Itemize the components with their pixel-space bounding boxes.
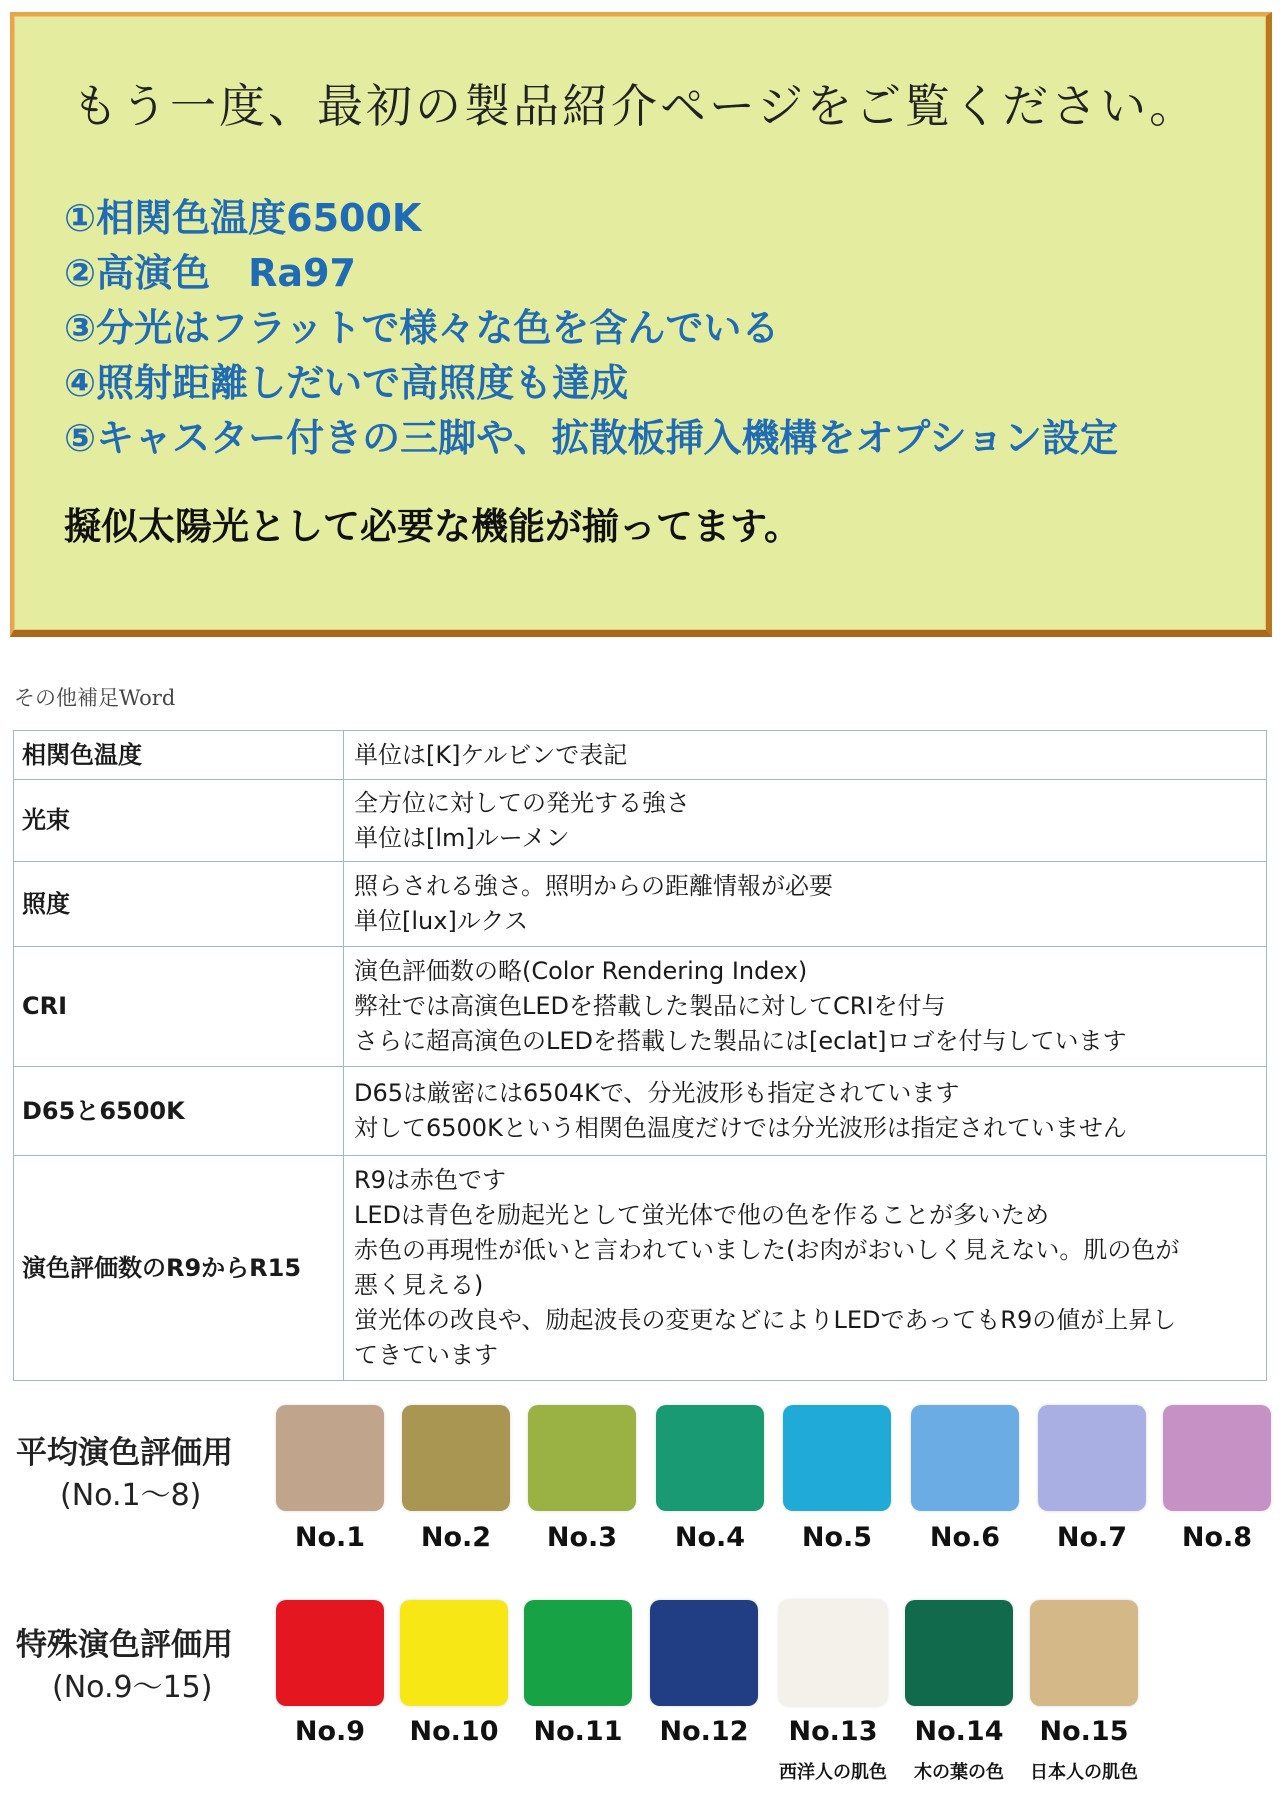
- glossary-row: [14, 1067, 1267, 1156]
- swatch-label: No.9: [294, 1716, 366, 1747]
- swatch-label: No.13: [788, 1716, 878, 1747]
- swatch-note: 木の葉の色: [914, 1762, 1004, 1783]
- feature-item: ⑤キャスター付きの三脚や、拡散板挿入機構をオプション設定: [64, 416, 1118, 460]
- definition-line: 演色評価数の略(Color Rendering Index): [354, 957, 808, 985]
- feature-list: [64, 191, 1118, 466]
- color-swatch: [1163, 1405, 1271, 1511]
- special-group-title: 特殊演色評価用: [16, 1627, 233, 1663]
- swatch-label: No.2: [420, 1522, 492, 1553]
- swatch-label: No.3: [546, 1522, 618, 1553]
- color-swatch: [779, 1600, 887, 1706]
- definition-line: 単位は[lm]ルーメン: [354, 823, 570, 852]
- swatch-label: No.12: [659, 1716, 749, 1747]
- swatch-label: No.11: [533, 1716, 623, 1747]
- definition-line: 照らされる強さ。照明からの距離情報が必要: [354, 872, 834, 900]
- color-swatch: [1030, 1600, 1138, 1706]
- swatch-note: 西洋人の肌色: [779, 1762, 887, 1783]
- panel-conclusion: 擬似太陽光として必要な機能が揃ってます。: [64, 505, 802, 548]
- glossary-definition: [344, 1067, 1267, 1156]
- average-group-subtitle: (No.1～8): [60, 1478, 202, 1513]
- definition-line: LEDは青色を励起光として蛍光体で他の色を作ることが多いため: [354, 1201, 1050, 1229]
- glossary-definition: [344, 731, 1267, 780]
- glossary-row: [14, 862, 1267, 947]
- feature-item: ①相関色温度6500K: [64, 196, 422, 240]
- glossary-table: [13, 730, 1267, 1381]
- glossary-term: 演色評価数のR9からR15: [14, 1156, 344, 1381]
- definition-line: 悪く見える): [354, 1271, 484, 1299]
- definition-line: 単位は[K]ケルビンで表記: [354, 740, 628, 769]
- definition-line: さらに超高演色のLEDを搭載した製品には[eclat]ロゴを付与しています: [354, 1027, 1127, 1055]
- definition-line: 全方位に対しての発光する強さ: [354, 788, 690, 817]
- swatch-label: No.14: [914, 1716, 1004, 1747]
- feature-item: ③分光はフラットで様々な色を含んでいる: [64, 306, 780, 350]
- swatch-label: No.6: [929, 1522, 1001, 1553]
- definition-line: 弊社では高演色LEDを搭載した製品に対してCRIを付与: [354, 992, 946, 1020]
- supplement-caption: その他補足Word: [14, 686, 176, 710]
- color-swatch: [783, 1405, 891, 1511]
- definition-line: D65は厳密には6504Kで、分光波形も指定されています: [354, 1079, 960, 1107]
- average-group-title: 平均演色評価用: [16, 1435, 233, 1471]
- swatch-label: No.5: [801, 1522, 873, 1553]
- color-swatch: [402, 1405, 510, 1511]
- color-swatch: [524, 1600, 632, 1706]
- swatch-label: No.10: [409, 1716, 499, 1747]
- glossary-term: D65と6500K: [14, 1067, 344, 1156]
- glossary-definition: [344, 780, 1267, 862]
- glossary-row: [14, 780, 1267, 862]
- panel-heading: もう一度、最初の製品紹介ページをご覧ください。: [72, 79, 1199, 133]
- swatch-note: 日本人の肌色: [1030, 1762, 1138, 1783]
- glossary-definition: [344, 862, 1267, 947]
- color-swatch: [1038, 1405, 1146, 1511]
- definition-line: 単位[lux]ルクス: [354, 907, 529, 935]
- special-group-subtitle: (No.9～15): [52, 1670, 213, 1705]
- feature-item: ④照射距離しだいで高照度も達成: [64, 361, 629, 405]
- glossary-row: [14, 947, 1267, 1067]
- swatch-label: No.1: [294, 1522, 366, 1553]
- definition-line: R9は赤色です: [354, 1166, 506, 1194]
- glossary-term: 光束: [14, 780, 344, 862]
- color-swatch: [656, 1405, 764, 1511]
- glossary-row: [14, 1156, 1267, 1381]
- swatch-label: No.15: [1039, 1716, 1129, 1747]
- color-swatch: [650, 1600, 758, 1706]
- glossary-definition: [344, 947, 1267, 1067]
- intro-panel: [10, 12, 1272, 637]
- definition-line: てきています: [354, 1341, 498, 1369]
- swatch-label: No.8: [1181, 1522, 1253, 1553]
- color-swatch: [276, 1600, 384, 1706]
- glossary-term: 相関色温度: [14, 731, 344, 780]
- color-swatch: [905, 1600, 1013, 1706]
- glossary-term: 照度: [14, 862, 344, 947]
- glossary-term: CRI: [14, 947, 344, 1067]
- color-swatch: [911, 1405, 1019, 1511]
- definition-line: 蛍光体の改良や、励起波長の変更などによりLEDであってもR9の値が上昇し: [354, 1306, 1177, 1334]
- glossary-row: [14, 731, 1267, 780]
- glossary-definition: [344, 1156, 1267, 1381]
- feature-item: ②高演色 Ra97: [64, 251, 356, 295]
- definition-line: 対して6500Kという相関色温度だけでは分光波形は指定されていません: [354, 1114, 1127, 1142]
- color-swatch: [528, 1405, 636, 1511]
- swatch-label: No.4: [674, 1522, 746, 1553]
- swatch-label: No.7: [1056, 1522, 1128, 1553]
- color-swatch: [276, 1405, 384, 1511]
- color-swatch: [400, 1600, 508, 1706]
- definition-line: 赤色の再現性が低いと言われていました(お肉がおいしく見えない。肌の色が: [354, 1236, 1180, 1264]
